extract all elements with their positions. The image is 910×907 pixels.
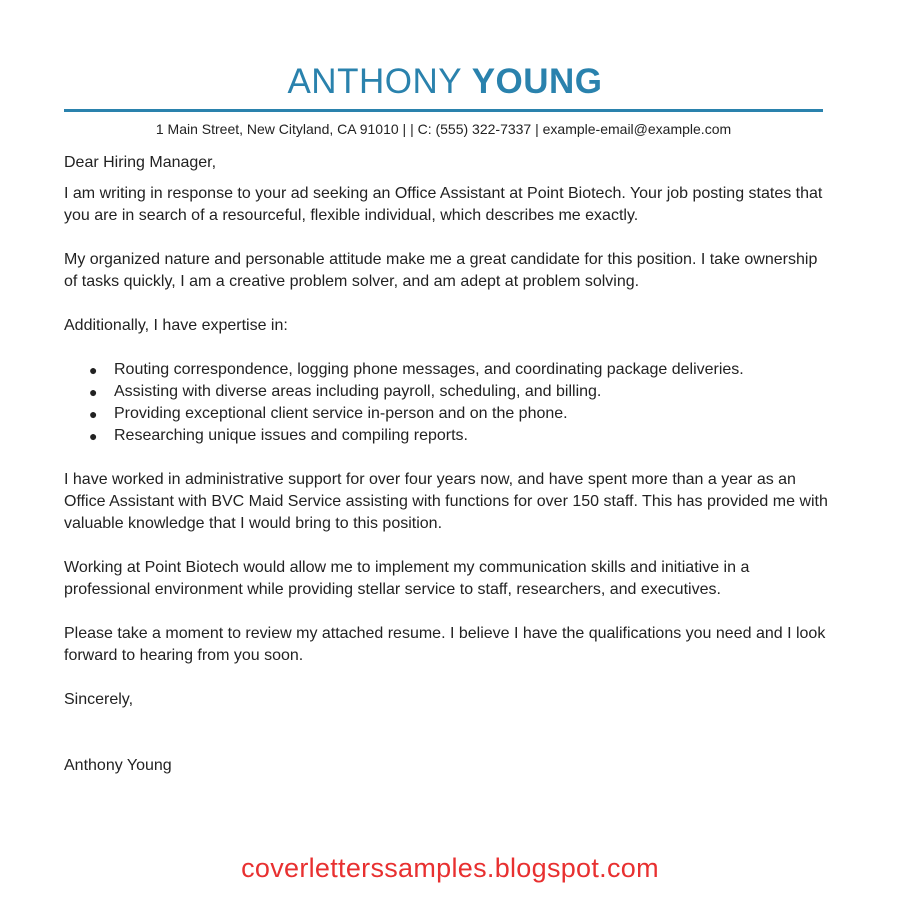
applicant-name: [0, 62, 890, 102]
greeting: Dear Hiring Manager,: [64, 154, 217, 171]
bullet-icon: ●: [89, 384, 98, 400]
paragraph-experience: I have worked in administrative support for over four years now, and have spent more than a year as an Office Assistant with BVC Maid Service assisting with functions for over 150 staff. This has provided me with valuable knowledge that I would bring to this position.: [64, 471, 828, 532]
paragraph-intro: I am writing in response to your ad seeking an Office Assistant at Point Biotech. Your job posting states that you are in search of a resourceful, flexible individual, which describes me exactly.: [64, 185, 823, 224]
list-item-text: Assisting with diverse areas including payroll, scheduling, and billing.: [114, 383, 602, 400]
list-item-text: Researching unique issues and compiling reports.: [114, 427, 468, 444]
signature-name: Anthony Young: [64, 757, 172, 774]
list-item-text: Routing correspondence, logging phone messages, and coordinating package deliveries.: [114, 361, 744, 378]
list-item: [64, 359, 834, 381]
watermark: coverletterssamples.blogspot.com: [241, 853, 659, 883]
bullet-icon: ●: [89, 362, 98, 378]
paragraph-fit: Working at Point Biotech would allow me to implement my communication skills and initiative in a professional environment while providing stellar service to staff, researchers, and executives.: [64, 559, 750, 598]
closing: Sincerely,: [64, 691, 134, 708]
paragraph-closing: Please take a moment to review my attached resume. I believe I have the qualifications you need and I look forward to hearing from you soon.: [64, 625, 826, 664]
list-item: [64, 381, 834, 403]
first-name: ANTHONY: [287, 62, 462, 101]
expertise-list: [64, 359, 834, 447]
header-divider: [64, 109, 823, 112]
list-item-text: Providing exceptional client service in-person and on the phone.: [114, 405, 568, 422]
list-item: [64, 425, 834, 447]
paragraph-qualities: My organized nature and personable attitude make me a great candidate for this position. I take ownership of tasks quickly, I am a creative problem solver, and am adept at problem solving.: [64, 251, 818, 290]
bullet-icon: ●: [89, 428, 98, 444]
bullet-icon: ●: [89, 406, 98, 422]
list-item: [64, 403, 834, 425]
contact-line: 1 Main Street, New Cityland, CA 91010 | | C: (555) 322-7337 | example-email@example.com: [155, 121, 732, 137]
expertise-intro: Additionally, I have expertise in:: [64, 317, 288, 334]
last-name: YOUNG: [471, 62, 603, 101]
letter-body: [64, 152, 834, 799]
